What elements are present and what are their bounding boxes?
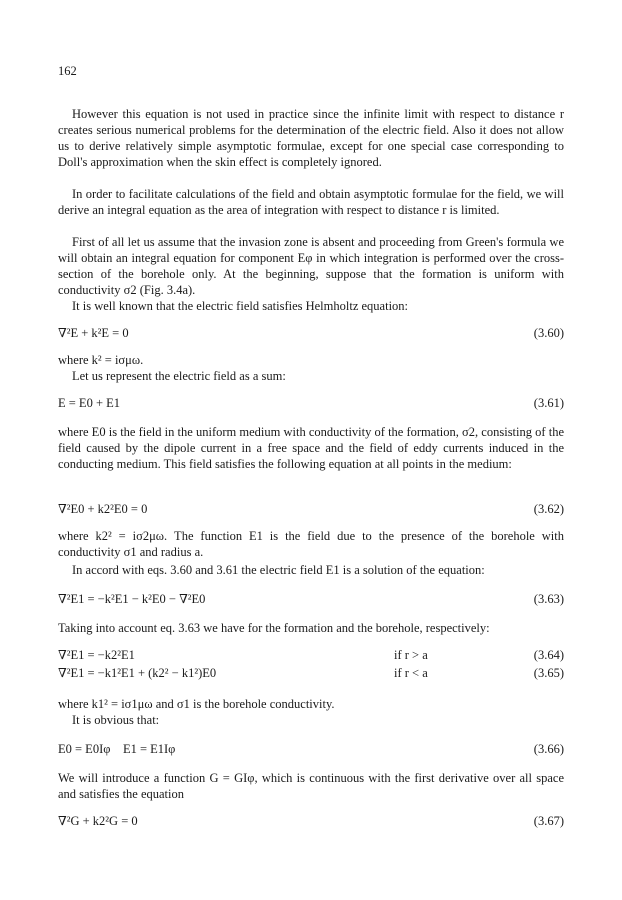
equation-3-67-number: (3.67) [533, 814, 564, 828]
paragraph-2: In order to facilitate calculations of the field and obtain asymptotic formulae for the field, we will derive an integral equation as the area of integration with respect to distance r is limited. [58, 187, 564, 217]
equation-3-67 [58, 812, 564, 830]
paragraph-4: It is well known that the electric field satisfies Helmholtz equation: [72, 299, 409, 313]
paragraph-6: Let us represent the electric field as a sum: [72, 369, 286, 383]
equation-3-60-number: (3.60) [533, 326, 564, 340]
equation-3-61 [58, 394, 564, 412]
paragraph-8: where k2² = iσ2μω. The function E1 is the field due to the presence of the borehole with conductivity σ1 and radius a. [58, 529, 564, 559]
equation-3-61-body: E = E0 + E1 [58, 396, 121, 410]
equation-3-64-number: (3.64) [533, 648, 564, 662]
equation-3-63 [58, 590, 564, 608]
paragraph-10: Taking into account eq. 3.63 we have for the formation and the borehole, respectively: [58, 621, 490, 635]
paragraph-5: where k² = iσμω. [58, 353, 144, 367]
equation-3-66-body: E0 = E0Iφ E1 = E1Iφ [58, 742, 176, 756]
equation-3-67-body: ∇²G + k2²G = 0 [58, 814, 138, 828]
paragraph-7: where E0 is the field in the uniform medium with conductivity of the formation, σ2, consisting of the field caused by the dipole current in a free space and the field of eddy currents induced in the conducting medium. This field satisfies the following equation at all points in the medium: [58, 425, 564, 471]
equation-3-64-condition: if r > a [394, 648, 428, 662]
equation-3-63-number: (3.63) [533, 592, 564, 606]
equation-3-60-body: ∇²E + k²E = 0 [58, 326, 129, 340]
equation-3-66 [58, 740, 564, 758]
paragraph-9: In accord with eqs. 3.60 and 3.61 the electric field E1 is a solution of the equation: [72, 563, 485, 577]
equation-3-62-number: (3.62) [533, 502, 564, 516]
equation-3-64 [58, 646, 564, 664]
paragraph-12: It is obvious that: [72, 713, 160, 727]
paragraph-1: However this equation is not used in practice since the infinite limit with respect to distance r creates serious numerical problems for the determination of the electric field. Also it does not allow us to derive relatively simple asymptotic formulae, except for one special case corresponding to Doll's approximation when the skin effect is completely ignored. [58, 107, 564, 169]
equation-3-62-body: ∇²E0 + k2²E0 = 0 [58, 502, 148, 516]
equation-3-66-number: (3.66) [533, 742, 564, 756]
equation-3-62 [58, 500, 564, 518]
equation-3-61-number: (3.61) [533, 396, 564, 410]
paragraph-3: First of all let us assume that the invasion zone is absent and proceeding from Green's formula we will obtain an integral equation for component Eφ in which integration is performed over the cross-section of the borehole only. At the beginning, suppose that the formation is uniform with conductivity σ2 (Fig. 3.4a). [58, 235, 564, 297]
paragraph-13: We will introduce a function G = GIφ, which is continuous with the first derivative over all space and satisfies the equation [58, 771, 564, 801]
equation-3-63-body: ∇²E1 = −k²E1 − k²E0 − ∇²E0 [58, 592, 206, 606]
equation-3-65-body: ∇²E1 = −k1²E1 + (k2² − k1²)E0 [58, 666, 217, 680]
equation-3-65 [58, 664, 564, 682]
page-number: 162 [58, 64, 77, 78]
equation-3-65-number: (3.65) [533, 666, 564, 680]
equation-3-64-body: ∇²E1 = −k2²E1 [58, 648, 135, 662]
paragraph-11: where k1² = iσ1μω and σ1 is the borehole conductivity. [58, 697, 335, 711]
equation-3-60 [58, 324, 564, 342]
equation-3-65-condition: if r < a [394, 666, 428, 680]
